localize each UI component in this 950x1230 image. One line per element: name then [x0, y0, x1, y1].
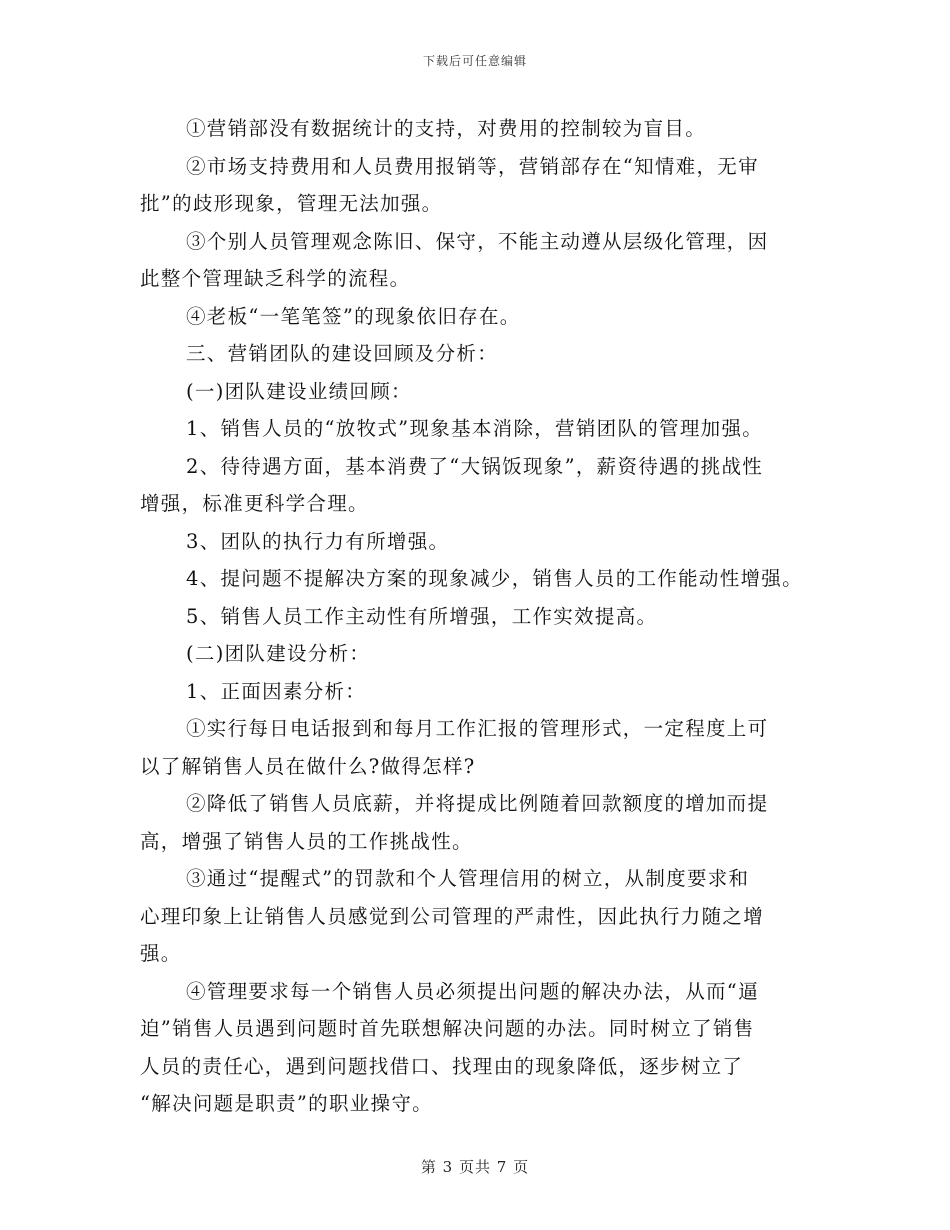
text-line: 5、销售人员工作主动性有所增强，工作实效提高。 — [186, 604, 658, 628]
text-line: ③个别人员管理观念陈旧、保守，不能主动遵从层级化管理，因 — [186, 229, 769, 253]
text-line: 1、销售人员的“放牧式”现象基本消除，营销团队的管理加强。 — [186, 417, 764, 440]
text-line: ①营销部没有数据统计的支持，对费用的控制较为盲目。 — [186, 117, 707, 140]
text-line: 3、团队的执行力有所增强。 — [186, 529, 450, 553]
text-line: 批”的歧形现象，管理无法加强。 — [140, 192, 443, 215]
page-footer: 第 3 页共 7 页 — [420, 1158, 530, 1176]
text-line: 强。 — [140, 942, 182, 965]
text-line: ④管理要求每一个销售人员必须提出问题的解决办法，从而“逼 — [186, 979, 759, 1003]
page-header: 下载后可任意编辑 — [422, 54, 527, 68]
text-line: 此整个管理缺乏科学的流程。 — [140, 267, 411, 290]
text-line: ①实行每日电话报到和每月工作汇报的管理形式，一定程度上可 — [186, 717, 769, 740]
text-line: 增强，标准更科学合理。 — [140, 492, 369, 515]
text-line: 1、正面因素分析： — [186, 679, 367, 703]
document-body — [140, 110, 820, 1123]
text-line: 人员的责任心，遇到问题找借口、找理由的现象降低，逐步树立了 — [140, 1054, 744, 1078]
text-line: 4、提问题不提解决方案的现象减少，销售人员的工作能动性增强。 — [186, 567, 803, 590]
text-line: ②降低了销售人员底薪，并将提成比例随着回款额度的增加而提 — [186, 792, 769, 815]
section-heading: 三、营销团队的建设回顾及分析： — [186, 342, 499, 365]
text-line: 以了解销售人员在做什么?做得怎样? — [140, 754, 476, 778]
text-line: ②市场支持费用和人员费用报销等，营销部存在“知情难，无审 — [186, 154, 759, 178]
subsection-heading: (二)团队建设分析： — [186, 642, 371, 665]
subsection-heading: (一)团队建设业绩回顾： — [186, 379, 412, 403]
text-line: 2、待待遇方面，基本消费了“大锅饭现象”，薪资待遇的挑战性 — [186, 454, 764, 478]
text-line: “解决问题是职责”的职业操守。 — [140, 1092, 433, 1115]
text-line: 高，增强了销售人员的工作挑战性。 — [140, 829, 473, 853]
text-line: 迫”销售人员遇到问题时首先联想解决问题的办法。同时树立了销售 — [140, 1017, 755, 1040]
text-line: ④老板“一笔笔签”的现象依旧存在。 — [186, 304, 521, 328]
text-line: 心理印象上让销售人员感觉到公司管理的严肃性，因此执行力随之增 — [140, 904, 765, 928]
text-line: ③通过“提醒式”的罚款和个人管理信用的树立，从制度要求和 — [186, 867, 750, 890]
